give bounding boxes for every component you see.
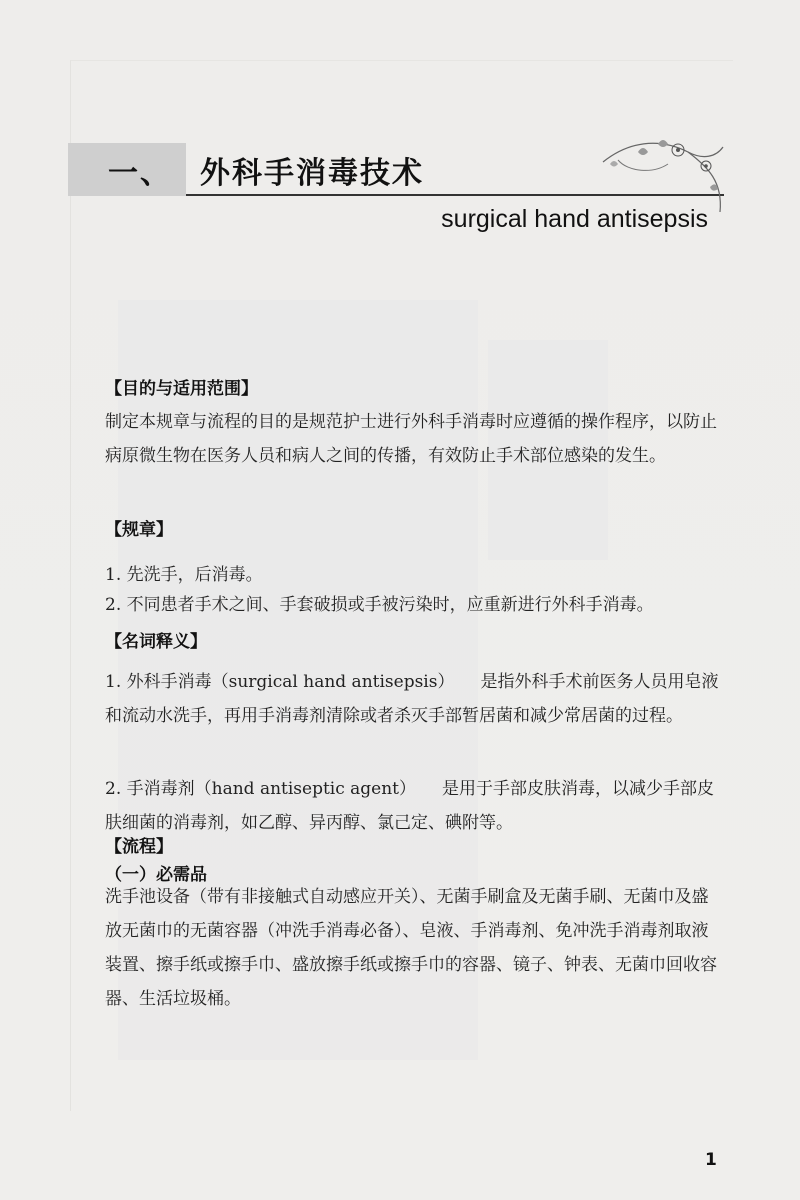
purpose-paragraph: 制定本规章与流程的目的是规范护士进行外科手消毒时应遵循的操作程序，以防止病原微生物在医务人员和病人之间的传播，有效防止手术部位感染的发生。	[105, 412, 717, 466]
chapter-subtitle-english: surgical hand antisepsis	[441, 205, 708, 233]
heading-rules: 【规章】	[105, 520, 173, 540]
page-number: 1	[705, 1150, 717, 1170]
term-2-definition: 是用于手部皮肤消毒，以减少手部皮肤细菌的消毒剂，如乙醇、异丙醇、氯己定、碘附等。	[105, 779, 715, 833]
term-1-definition: 是指外科手术前医务人员用皂液和流动水洗手，再用手消毒剂清除或者杀灭手部暂居菌和减少常居菌的过程。	[105, 672, 719, 726]
necessities-paragraph: 洗手池设备（带有非接触式自动感应开关）、无菌手刷盒及无菌手刷、无菌巾及盛放无菌巾的无菌容器（冲洗手消毒必备）、皂液、手消毒剂、免冲洗手消毒剂取液装置、擦手纸或擦手巾、盛放擦手纸或擦手巾的容器、镜子、钟表、无菌巾回收容器、生活垃圾桶。	[105, 887, 717, 1009]
term-2-name: 2. 手消毒剂（hand antiseptic agent）	[105, 779, 417, 799]
heading-terms: 【名词释义】	[105, 632, 207, 652]
subheading-necessities: （一）必需品	[105, 865, 207, 885]
chapter-number: 一、	[108, 156, 172, 191]
term-item-2	[105, 772, 720, 840]
rule-item-2: 2. 不同患者手术之间、手套破损或手被污染时，应重新进行外科手消毒。	[105, 595, 654, 615]
term-1-name: 1. 外科手消毒（surgical hand antisepsis）	[105, 672, 455, 692]
heading-process: 【流程】	[105, 837, 173, 857]
heading-purpose: 【目的与适用范围】	[105, 379, 258, 399]
chapter-title: 外科手消毒技术	[200, 156, 424, 191]
term-item-1	[105, 665, 720, 733]
rule-item-1: 1. 先洗手，后消毒。	[105, 565, 263, 585]
